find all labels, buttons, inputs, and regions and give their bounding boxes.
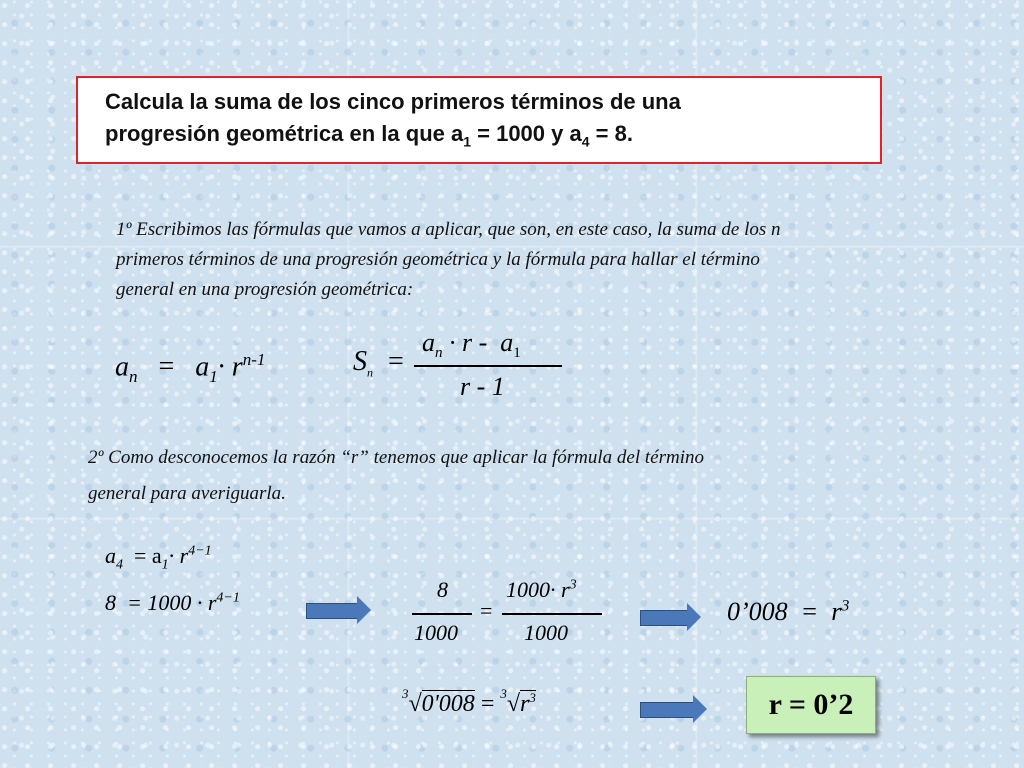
sum-formula: $S_n$ = — [353, 346, 404, 380]
general-term-formula: $a_n = a_1\cdot r^{n-1}$ — [115, 350, 266, 386]
frac1-numerator: 8 — [437, 577, 448, 602]
frac2-denominator: 1000 — [524, 620, 568, 645]
problem-line-1: Calcula la suma de los cinco primeros términos de una — [105, 89, 681, 114]
step2-paragraph — [88, 440, 968, 512]
frac2-numerator: $1000\cdot r^3$ — [506, 577, 577, 602]
intermediate-result: 0’008 = $r^3$ — [727, 597, 850, 626]
step1-paragraph — [116, 215, 1016, 305]
step1-line-2: primeros términos de una progresión geométrica y la fórmula para hallar el término — [116, 249, 760, 270]
frac1-denominator: 1000 — [414, 620, 458, 645]
step2-line-1: 2º Como desconocemos la razón “r” tenemos que aplicar la fórmula del término — [88, 447, 704, 468]
arrow-right-1 — [306, 603, 358, 619]
equation-substituted: $8 = 1000 \cdot r^{4-1}$ — [105, 590, 240, 615]
sum-formula-denominator: r - 1 — [460, 372, 505, 401]
cube-root-equation: $^3√0'008 = ^3√r^3$ — [402, 686, 536, 717]
arrow-right-3 — [640, 702, 694, 718]
problem-line-2: progresión geométrica en la que $a_1 = 1000$ y $a_4 = 8$. — [105, 121, 633, 150]
frac-equals: = — [480, 598, 493, 623]
sum-formula-numerator: $a_n \cdot r - a_1$ — [422, 328, 521, 362]
step1-line-3: general en una progresión geométrica: — [116, 279, 414, 300]
final-result-box — [746, 676, 876, 734]
equation-a4: $a_4 = a_1\cdot r^{4-1}$ — [105, 543, 212, 573]
arrow-right-2 — [640, 610, 688, 626]
sum-fraction-bar — [414, 365, 562, 367]
problem-statement — [105, 86, 875, 157]
step1-line-1: 1º Escribimos las fórmulas que vamos a aplicar, que son, en este caso, la suma de los n — [116, 219, 781, 240]
frac1-bar — [412, 613, 472, 615]
final-result: r = 0’2 — [768, 688, 854, 721]
step2-line-2: general para averiguarla. — [88, 483, 286, 504]
frac2-bar — [502, 613, 602, 615]
